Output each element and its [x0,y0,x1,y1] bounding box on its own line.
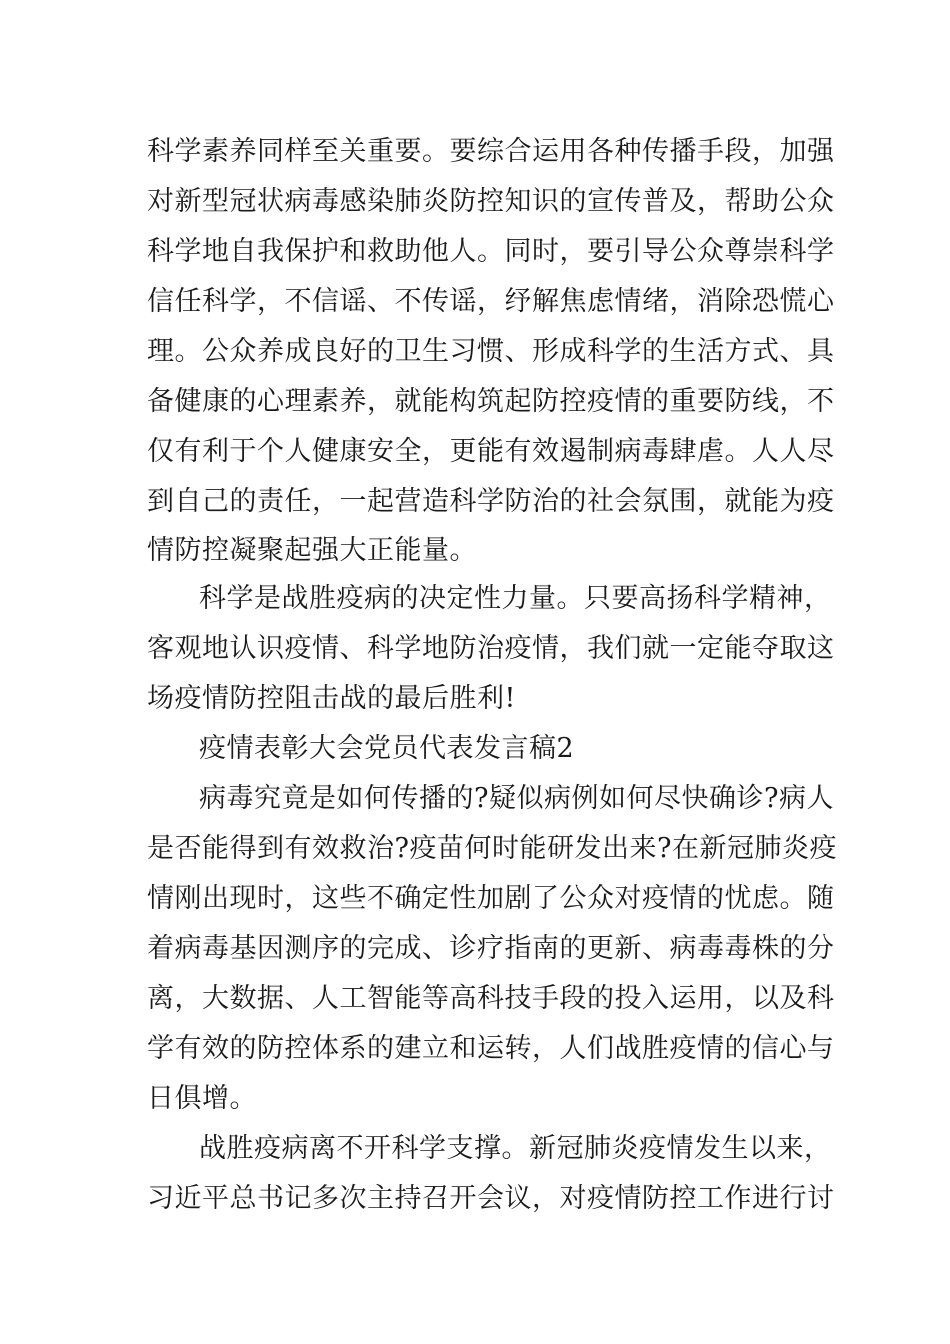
text-line: 学有效的防控体系的建立和运转，人们战胜疫情的信心与 [147,1033,835,1064]
text-line: 到自己的责任，一起营造科学防治的社会氛围，就能为疫 [147,486,835,517]
text-line: 理。公众养成良好的卫生习惯、形成科学的生活方式、具 [147,336,835,367]
text-line: 战胜疫病离不开科学支撑。新冠肺炎疫情发生以来， [199,1133,832,1164]
text-line: 日俱增。 [147,1083,257,1114]
text-line: 习近平总书记多次主持召开会议，对疫情防控工作进行讨 [147,1183,835,1214]
text-line: 客观地认识疫情、科学地防治疫情，我们就一定能夺取这 [147,633,835,664]
section-heading: 疫情表彰大会党员代表发言稿2 [199,733,575,764]
text-line: 备健康的心理素养，就能构筑起防控疫情的重要防线，不 [147,386,835,417]
text-line: 离，大数据、人工智能等高科技手段的投入运用，以及科 [147,983,835,1014]
text-line: 情刚出现时，这些不确定性加剧了公众对疫情的忧虑。随 [147,883,835,914]
text-line: 场疫情防控阻击战的最后胜利! [147,683,516,714]
text-line: 信任科学，不信谣、不传谣，纾解焦虑情绪，消除恐慌心 [147,286,835,317]
text-line: 仅有利于个人健康安全，更能有效遏制病毒肆虐。人人尽 [147,436,835,467]
text-line: 科学是战胜疫病的决定性力量。只要高扬科学精神， [199,583,832,614]
text-line: 科学素养同样至关重要。要综合运用各种传播手段，加强 [147,136,835,167]
text-line: 对新型冠状病毒感染肺炎防控知识的宣传普及，帮助公众 [147,186,835,217]
text-line: 着病毒基因测序的完成、诊疗指南的更新、病毒毒株的分 [147,933,835,964]
text-line: 是否能得到有效救治?疫苗何时能研发出来?在新冠肺炎疫 [147,833,837,864]
text-line: 病毒究竟是如何传播的?疑似病例如何尽快确诊?病人 [199,783,834,814]
text-line: 情防控凝聚起强大正能量。 [147,535,477,566]
text-line: 科学地自我保护和救助他人。同时，要引导公众尊崇科学 [147,236,835,267]
